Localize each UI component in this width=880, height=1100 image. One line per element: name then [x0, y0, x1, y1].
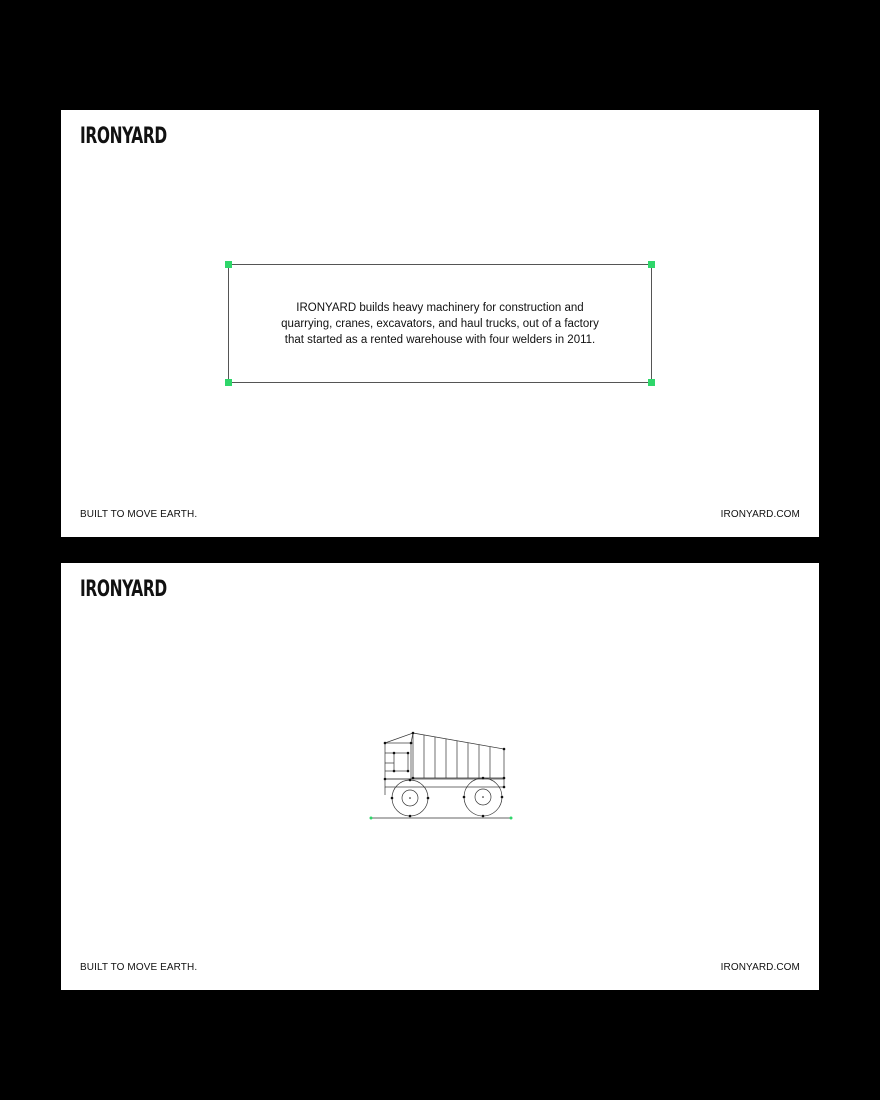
tagline: BUILT TO MOVE EARTH.	[80, 509, 198, 520]
website-url: IRONYARD.COM	[720, 509, 800, 520]
brand-logo: IRONYARD	[80, 577, 167, 602]
website-url: IRONYARD.COM	[720, 962, 800, 973]
resize-handle-top-left[interactable]	[225, 261, 232, 268]
brand-logo: IRONYARD	[80, 124, 167, 149]
resize-handle-bottom-right[interactable]	[648, 379, 655, 386]
slide-2	[61, 563, 819, 990]
tagline: BUILT TO MOVE EARTH.	[80, 962, 198, 973]
slide-1	[61, 110, 819, 537]
dump-truck-wireframe-icon	[361, 723, 521, 823]
resize-handle-top-right[interactable]	[648, 261, 655, 268]
body-text: IRONYARD builds heavy machinery for construction and quarrying, cranes, excavators, and haul trucks, out of a factory that started as a rented warehouse with four welders in 2011.	[281, 301, 599, 346]
selected-text-box[interactable]	[228, 264, 652, 383]
resize-handle-bottom-left[interactable]	[225, 379, 232, 386]
